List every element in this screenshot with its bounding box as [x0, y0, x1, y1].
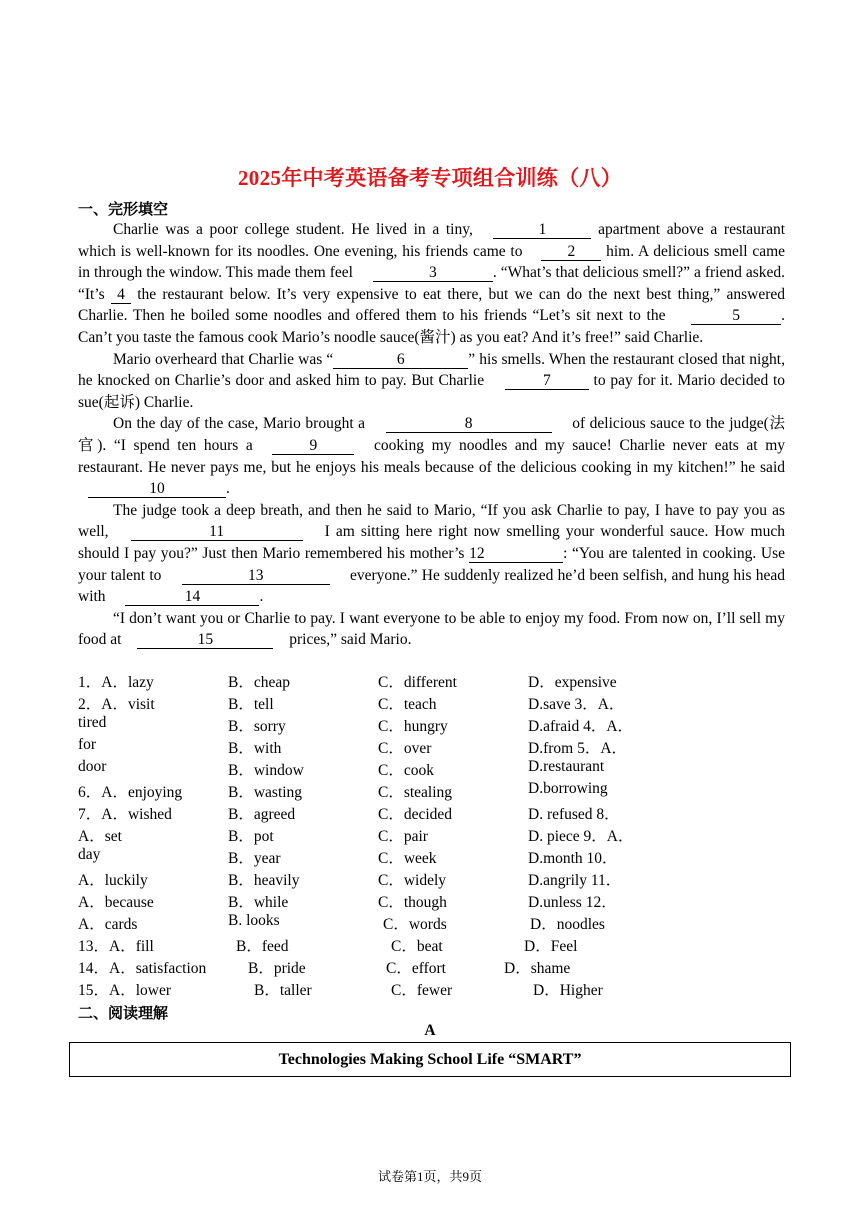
- option-d: D. piece 9．A．: [528, 828, 634, 845]
- option-d: D.from 5．A．: [528, 740, 628, 757]
- blank-15: 15: [137, 631, 273, 649]
- option-c: C．week: [378, 850, 437, 867]
- blank-8: 8: [386, 415, 552, 433]
- option-d: D.restaurant: [528, 758, 605, 775]
- option-c: C．though: [378, 894, 447, 911]
- option-b: B. looks: [228, 912, 280, 929]
- option-c: C．different: [378, 674, 457, 691]
- option-a: A．because: [78, 894, 154, 911]
- section-heading-cloze: 一、完形填空: [78, 200, 169, 218]
- passage-text: ” his smells. When the restaurant closed that night, he knocked on Charlie’s door and asked him to pay. But Charlie: [78, 350, 785, 390]
- passage-text: cooking my noodles and my sauce! Charlie never eats at my restaurant. He never pays me, but he enjoys his meals because of the delicious cooking in my kitchen!” he said: [78, 436, 786, 476]
- option-d: D.afraid 4．A．: [528, 718, 634, 735]
- blank-1: 1: [493, 221, 591, 239]
- passage-text: everyone.” He suddenly realized he’d been selfish, and hung his head with: [78, 566, 786, 606]
- option-d: D. refused 8．: [528, 806, 620, 823]
- option-d: D.month 10．: [528, 850, 618, 867]
- passage-text: Mario overheard that Charlie was “: [113, 350, 334, 368]
- passage-text: The judge took a deep breath, and then he said to Mario, “If you ask Charlie to pay, I have to pay you as well,: [78, 501, 785, 541]
- passage-text: the restaurant below. It’s very expensive to eat there, but we can do the next best thing,” answered Charlie. Then he boiled some noodles and offered them to his friends “Let’s sit next to the: [78, 285, 786, 325]
- blank-5: 5: [691, 307, 781, 325]
- paragraph-4: [78, 500, 785, 608]
- option-b: B．feed: [236, 938, 289, 955]
- passage-label: A: [424, 1022, 436, 1039]
- option-a: 1．A．lazy: [78, 674, 154, 691]
- option-c: C．cook: [378, 762, 434, 779]
- option-d: D.borrowing: [528, 780, 608, 797]
- option-c: C．hungry: [378, 718, 448, 735]
- option-a: 6．A．enjoying: [78, 784, 183, 801]
- reading-title: Technologies Making School Life “SMART”: [278, 1050, 582, 1068]
- blank-11: 11: [131, 523, 303, 541]
- passage-text: prices,” said Mario.: [289, 631, 412, 649]
- reading-title-box: [69, 1042, 791, 1077]
- option-b: B．tell: [228, 696, 274, 713]
- option-a: 2．A．visit: [78, 696, 155, 713]
- passage-text: Charlie was a poor college student. He lived in a tiny,: [113, 221, 473, 238]
- option-c: C．over: [378, 740, 432, 757]
- option-a: A．luckily: [78, 872, 148, 889]
- option-b: B．while: [228, 894, 289, 911]
- paragraph-5: [78, 608, 785, 651]
- option-c: C．words: [383, 916, 447, 933]
- blank-7: 7: [505, 372, 589, 390]
- passage-text: : “You are talented in cooking. Use your talent to: [78, 544, 786, 584]
- paragraph-2: [78, 349, 785, 414]
- page-title: 2025年中考英语备考专项组合训练（八）: [238, 166, 622, 190]
- page-footer: 试卷第1页，共9页: [377, 1169, 482, 1184]
- passage-text: .: [226, 480, 230, 498]
- option-b: B．agreed: [228, 806, 296, 823]
- option-a: 15．A．lower: [78, 982, 171, 999]
- option-c: C．widely: [378, 872, 447, 889]
- blank-9: 9: [272, 437, 354, 455]
- option-a: A．cards: [78, 916, 138, 933]
- option-b: B．pot: [228, 828, 274, 845]
- option-d: D．expensive: [528, 674, 617, 691]
- passage-text: him. A delicious smell came in through the window. This made them feel: [78, 242, 786, 282]
- option-b: B．window: [228, 762, 304, 779]
- option-d: D．noodles: [530, 916, 605, 933]
- section-heading-reading: 二、阅读理解: [78, 1004, 169, 1022]
- option-a: A．set: [78, 828, 122, 845]
- option-b: B．heavily: [228, 872, 300, 889]
- option-b: B．cheap: [228, 674, 290, 691]
- blank-2: 2: [541, 243, 601, 261]
- option-c: C．pair: [378, 828, 428, 845]
- blank-14: 14: [125, 588, 259, 606]
- option-b: B．sorry: [228, 718, 286, 735]
- passage-text: to pay for it. Mario decided to sue(起诉) Charlie.: [78, 372, 786, 411]
- blank-4: 4: [111, 286, 131, 304]
- option-a: door: [78, 758, 107, 775]
- option-c: C．fewer: [391, 982, 453, 999]
- passage-text: . “What’s that delicious smell?” a friend asked. “It’s: [78, 264, 785, 303]
- option-a: day: [78, 846, 101, 863]
- option-a: 13．A．fill: [78, 938, 154, 955]
- option-b: B．year: [228, 850, 281, 867]
- option-d: D．Higher: [533, 982, 603, 999]
- option-d: D.angrily 11．: [528, 872, 622, 889]
- option-b: B．wasting: [228, 784, 303, 801]
- option-c: C．decided: [378, 806, 453, 823]
- option-d: D.save 3．A．: [528, 696, 625, 713]
- option-a: 14．A．satisfaction: [78, 960, 207, 977]
- blank-3: 3: [373, 264, 493, 282]
- option-d: D．Feel: [524, 938, 578, 955]
- option-d: D.unless 12．: [528, 894, 617, 911]
- blank-6: 6: [333, 351, 468, 369]
- option-c: C．effort: [386, 960, 446, 977]
- blank-12: 12: [469, 545, 563, 563]
- passage-text: On the day of the case, Mario brought a: [113, 415, 366, 433]
- option-c: C．stealing: [378, 784, 453, 801]
- option-b: B．pride: [248, 960, 306, 977]
- option-c: C．beat: [391, 938, 443, 955]
- passage-text: “I don’t want you or Charlie to pay. I want everyone to be able to enjoy my food. From now on, I’ll sell my food at: [78, 609, 785, 649]
- option-a: for: [78, 736, 97, 753]
- paragraph-1: [78, 219, 785, 349]
- passage-text: apartment above a restaurant which is well-known for its noodles. One evening, his friends came to: [78, 221, 786, 260]
- cloze-passage: [78, 219, 785, 651]
- blank-10: 10: [88, 480, 226, 498]
- passage-text: . Can’t you taste the famous cook Mario’s noodle sauce(酱汁) as you eat? And it’s free!” said Charlie.: [78, 307, 786, 346]
- option-b: B．with: [228, 740, 282, 757]
- passage-text: of delicious sauce to the judge(法官). “I spend ten hours a: [78, 415, 786, 454]
- passage-text: .: [259, 588, 264, 606]
- option-a: tired: [78, 714, 107, 731]
- paragraph-3: [78, 413, 785, 499]
- option-b: B．taller: [254, 982, 312, 999]
- option-c: C．teach: [378, 696, 437, 713]
- blank-13: 13: [182, 567, 330, 585]
- passage-text: I am sitting here right now smelling your wonderful sauce. How much should I pay you?” Just then Mario remembered his mother’s: [78, 523, 785, 562]
- option-d: D．shame: [504, 960, 571, 977]
- option-a: 7．A．wished: [78, 806, 172, 823]
